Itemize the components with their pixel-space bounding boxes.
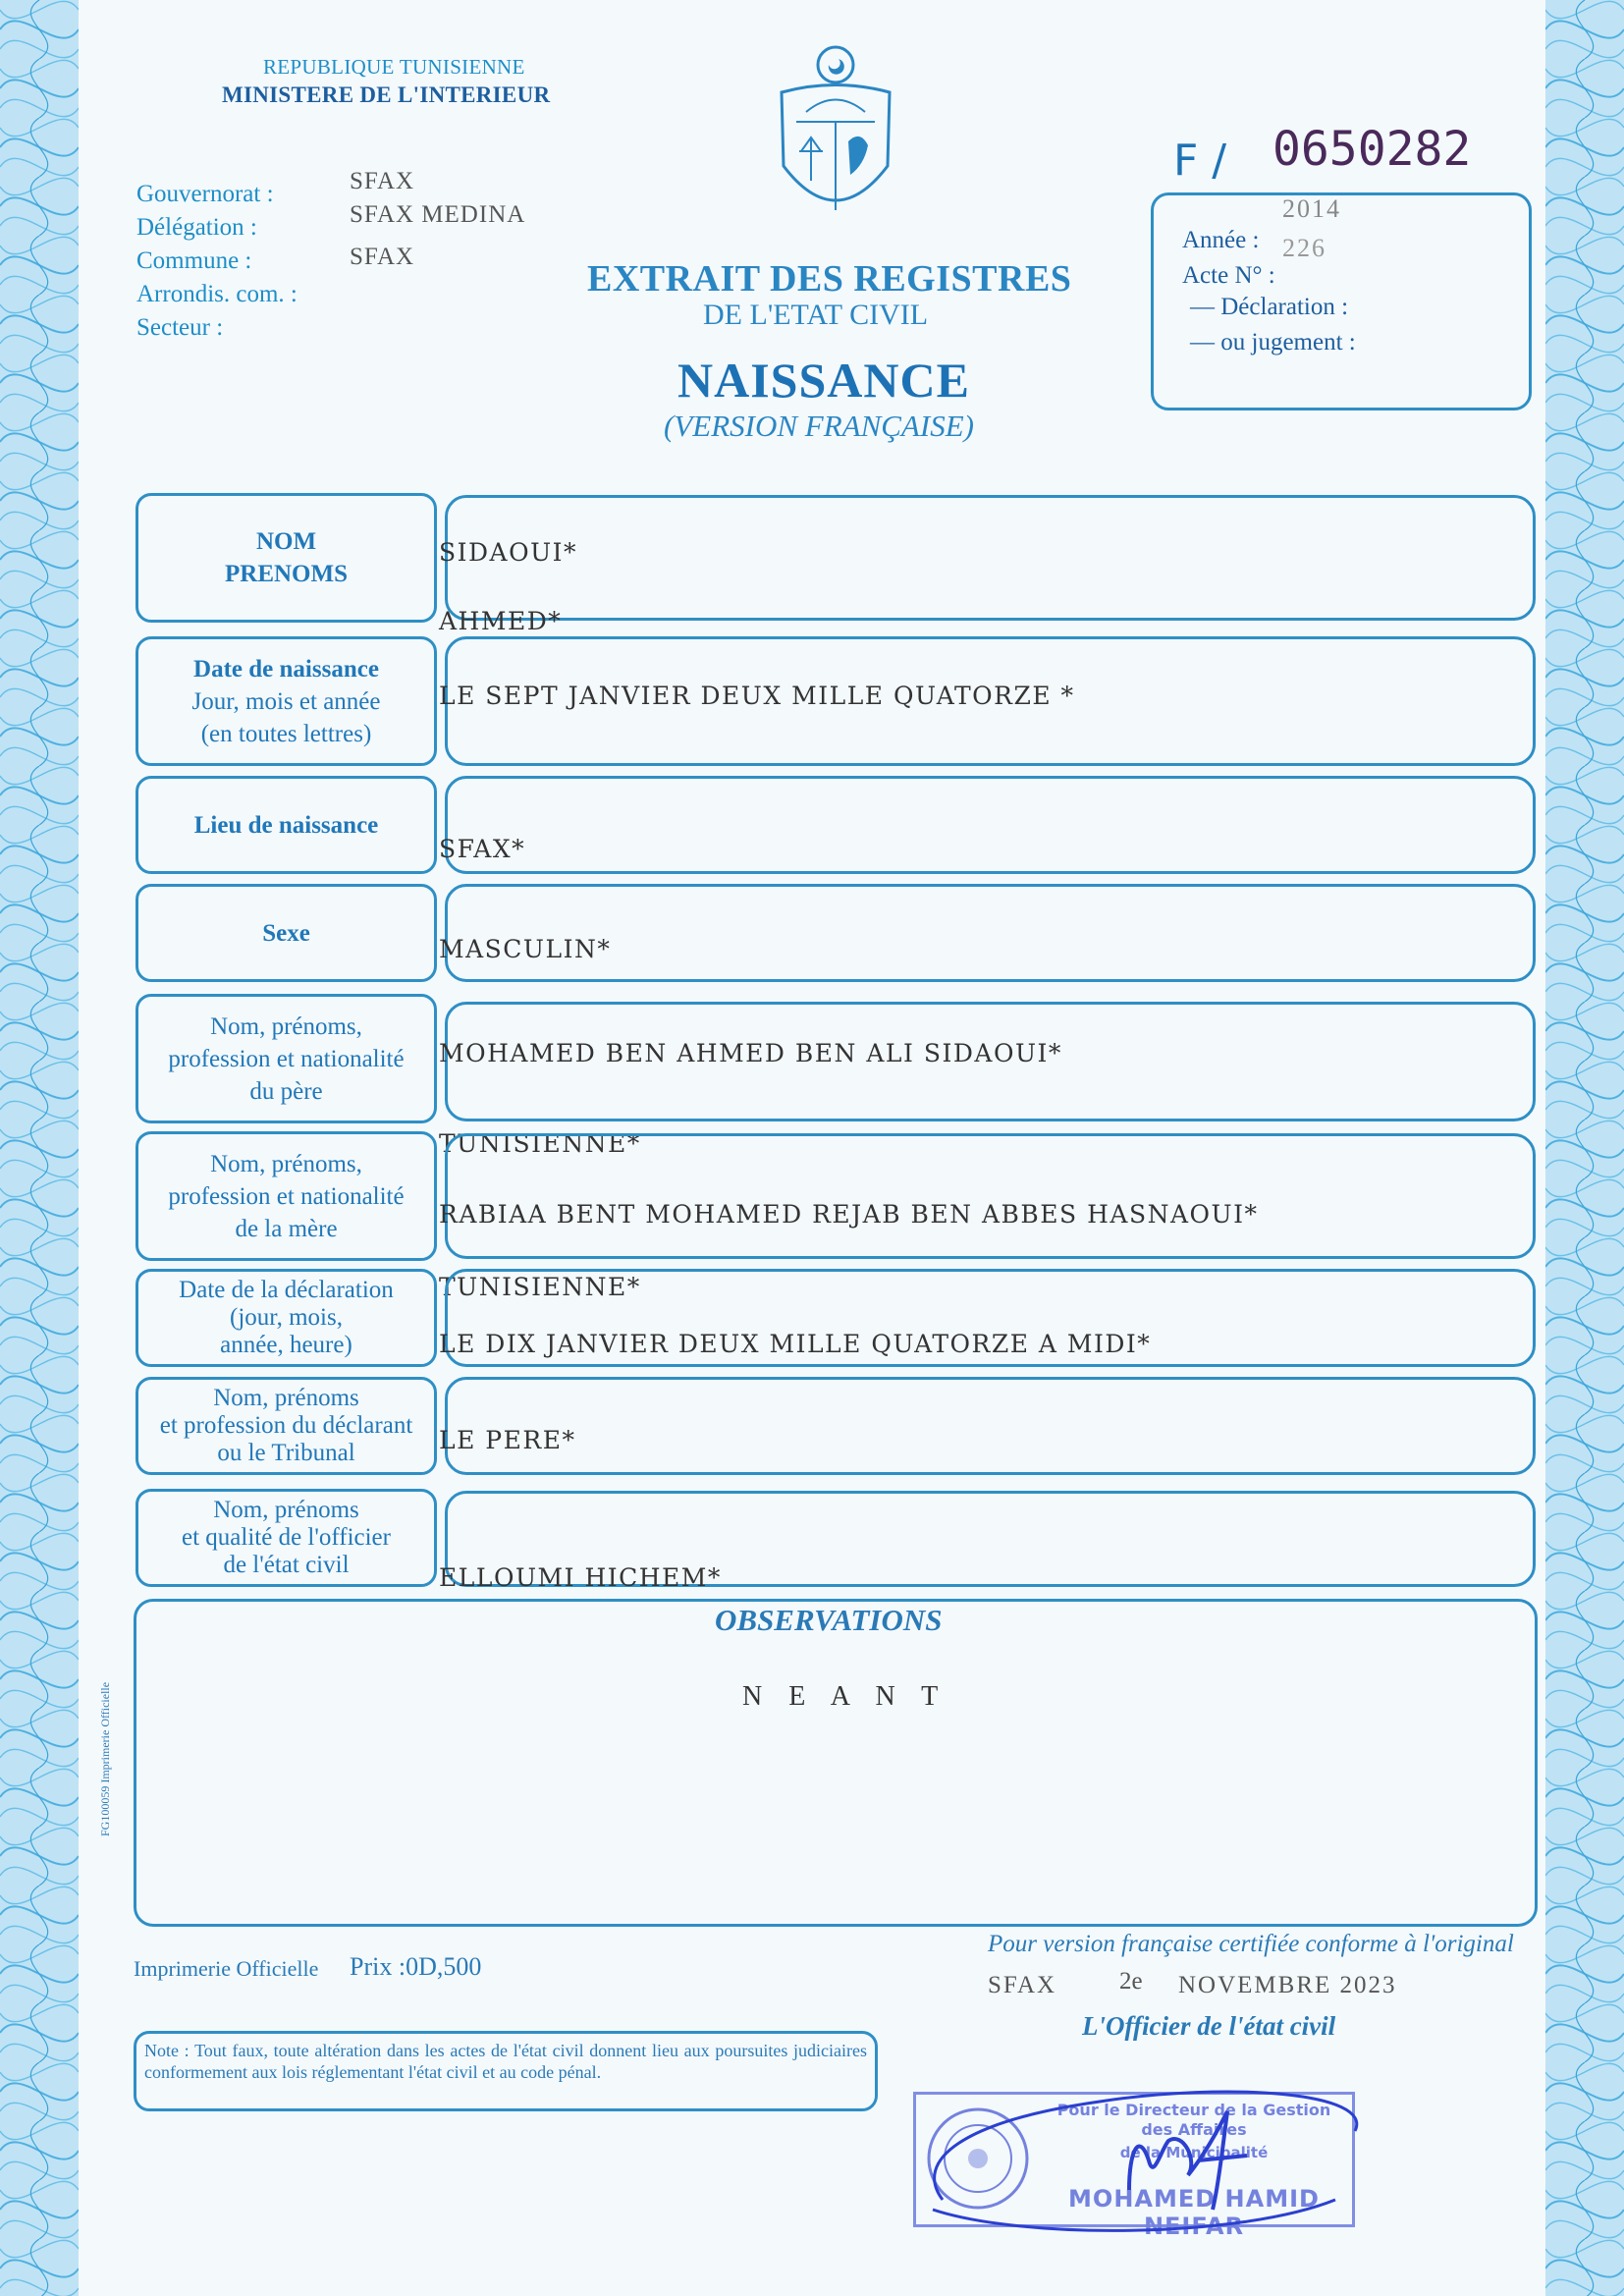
note-label: Note :	[144, 2041, 189, 2060]
arrondissement-label: Arrondis. com. :	[136, 281, 298, 307]
sex-label-text: Sexe	[262, 919, 310, 947]
document-subtitle: DE L'ETAT CIVIL	[703, 299, 929, 331]
stamp-line1: Pour le Directeur de la Gestion des Affaires	[1056, 2101, 1331, 2139]
mother-label-line2: profession et nationalité	[168, 1182, 405, 1210]
acte-value: 226	[1282, 234, 1326, 262]
birth-date-label-sub2: (en toutes lettres)	[200, 720, 372, 747]
mother-label-line3: de la mère	[235, 1215, 338, 1242]
declarant-label-line1: Nom, prénoms	[213, 1385, 359, 1411]
declarant-label-line3: ou le Tribunal	[217, 1440, 355, 1466]
mother-label-line1: Nom, prénoms,	[210, 1150, 362, 1177]
father-value: MOHAMED BEN AHMED BEN ALI SIDAOUI*	[439, 1039, 1062, 1067]
signature-mark	[903, 2052, 1375, 2249]
declaration-date-label-line2: (jour, mois,	[230, 1304, 343, 1331]
commune-value: SFAX	[350, 244, 415, 270]
father-label-line3: du père	[249, 1077, 323, 1105]
gouvernorat-value: SFAX	[350, 168, 415, 194]
secteur-label: Secteur :	[136, 314, 224, 341]
declaration-date-label-line3: année, heure)	[220, 1332, 352, 1358]
father-nationality: TUNISIENNE*	[439, 1129, 641, 1158]
birth-date-label-sub1: Jour, mois et année	[191, 687, 381, 715]
issue-month-year: NOVEMBRE 2023	[1178, 1972, 1397, 1998]
birth-date-label-title: Date de naissance	[193, 655, 379, 683]
legal-note	[134, 2031, 878, 2111]
gouvernorat-label: Gouvernorat :	[136, 181, 274, 207]
mother-label	[135, 1131, 437, 1261]
note-text: Tout faux, toute altération dans les actes de l'état civil donnent lieu aux poursuites judiciaires conformement aux lois réglementant l'état civil et au code pénal.	[144, 2041, 867, 2082]
commune-label: Commune :	[136, 247, 252, 274]
issue-place: SFAX	[988, 1972, 1057, 1998]
father-label	[135, 994, 437, 1123]
guilloche-border-right	[1545, 0, 1624, 2296]
declarant-value: LE PERE*	[439, 1426, 576, 1454]
nom-prenoms-box	[445, 495, 1536, 621]
document-title: EXTRAIT DES REGISTRES	[587, 258, 1072, 300]
officer-label	[135, 1489, 437, 1587]
declaration-date-value: LE DIX JANVIER DEUX MILLE QUATORZE A MIDI*	[439, 1330, 1152, 1358]
issue-day: 2e	[1119, 1968, 1143, 1995]
prenoms-label: PRENOMS	[225, 561, 348, 587]
stamp-line2: de la Municipalité	[1119, 2144, 1269, 2161]
mother-box	[445, 1133, 1536, 1259]
officer-label-line1: Nom, prénoms	[213, 1497, 359, 1523]
document-version: (VERSION FRANÇAISE)	[664, 409, 974, 443]
acte-label: Acte N° :	[1182, 262, 1275, 289]
father-label-line2: profession et nationalité	[168, 1045, 405, 1072]
mother-nationality: TUNISIENNE*	[439, 1273, 641, 1301]
sex-box	[445, 884, 1536, 982]
document-type: NAISSANCE	[677, 353, 970, 408]
serial-number: 0650282	[1272, 122, 1472, 177]
officer-label-line3: de l'état civil	[223, 1552, 350, 1578]
officer-title: L'Officier de l'état civil	[1082, 2011, 1336, 2041]
ministry-heading: MINISTERE DE L'INTERIEUR	[222, 82, 551, 107]
observations-value: N E A N T	[742, 1681, 948, 1712]
year-label: Année :	[1182, 227, 1260, 253]
printer-name: Imprimerie Officielle	[134, 1956, 319, 1981]
declarant-label-line2: et profession du déclarant	[159, 1412, 413, 1439]
price: Prix :0D,500	[350, 1952, 482, 1981]
printer-reference: FG100059 Imprimerie Officielle	[98, 1681, 112, 1836]
birth-place-box	[445, 776, 1536, 874]
declaration-date-label-line1: Date de la déclaration	[179, 1277, 394, 1303]
observations-box	[134, 1599, 1538, 1927]
sex-label	[135, 884, 437, 982]
birth-place-value: SFAX*	[439, 835, 526, 863]
mother-value: RABIAA BENT MOHAMED REJAB BEN ABBES HASNAOUI*	[439, 1200, 1259, 1229]
declaration-label: — Déclaration :	[1190, 294, 1349, 320]
birth-place-label-text: Lieu de naissance	[193, 811, 379, 839]
declaration-date-label	[135, 1269, 437, 1367]
year-value: 2014	[1282, 194, 1341, 223]
coat-of-arms-emblem	[772, 43, 899, 240]
nom-label: NOM	[255, 528, 317, 555]
jugement-label: — ou jugement :	[1190, 329, 1356, 355]
delegation-value: SFAX MEDINA	[350, 201, 526, 228]
guilloche-border-left	[0, 0, 79, 2296]
stamp-officer-name: MOHAMED HAMID NEIFAR	[1068, 2185, 1320, 2240]
republic-heading: REPUBLIQUE TUNISIENNE	[263, 55, 525, 79]
serial-prefix: F /	[1173, 136, 1227, 186]
officer-value: ELLOUMI HICHEM*	[439, 1563, 722, 1592]
observations-title: OBSERVATIONS	[715, 1603, 943, 1637]
prenom-value: AHMED*	[439, 607, 563, 635]
nom-value: SIDAOUI*	[439, 538, 578, 567]
father-label-line1: Nom, prénoms,	[210, 1012, 362, 1040]
birth-date-value: LE SEPT JANVIER DEUX MILLE QUATORZE *	[439, 682, 1075, 710]
delegation-label: Délégation :	[136, 214, 257, 241]
sex-value: MASCULIN*	[439, 935, 612, 963]
declarant-box	[445, 1377, 1536, 1475]
birth-date-label	[135, 636, 437, 766]
nom-prenoms-label	[135, 493, 437, 623]
certification-text: Pour version française certifiée conforme à l'original	[988, 1931, 1514, 1957]
declarant-label	[135, 1377, 437, 1475]
birth-place-label	[135, 776, 437, 874]
officer-label-line2: et qualité de l'officier	[182, 1524, 391, 1551]
